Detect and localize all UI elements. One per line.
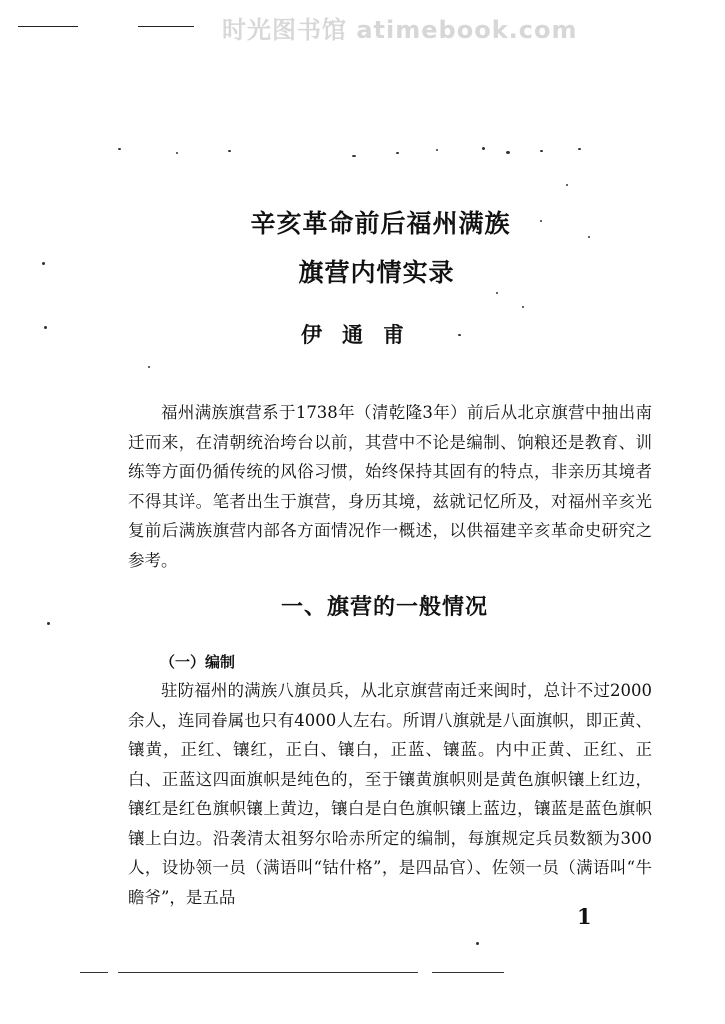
section-heading: 一、旗营的一般情况 (280, 595, 488, 620)
intro-paragraph: 福州满族旗营系于1738年（清乾隆3年）前后从北京旗营中抽出南迁而来，在清朝统治垮台以前，其营中不论是编制、饷粮还是教育、训练等方面仍循传统的风俗习惯，始终保持其固有的特点，非亲历其境者不得其详。笔者出生于旗营，身历其境，兹就记忆所及，对福州辛亥光复前后满族旗营内部各方面情况作一概述，以供福建辛亥革命史研究之参考。 (128, 403, 652, 570)
watermark-text: 时光图书馆 atimebook.com (222, 16, 578, 44)
page-number: 1 (577, 904, 592, 929)
footer-rule (118, 972, 418, 973)
article-title-line-1: 辛亥革命前后福州满族 (250, 209, 511, 238)
intro-section (128, 398, 652, 575)
subsection-heading: （一）编制 (160, 653, 236, 671)
footer-rule (80, 972, 108, 973)
footer-rule (432, 972, 504, 973)
page-header (0, 6, 725, 44)
article-title-line-2: 旗营内情实录 (298, 258, 455, 287)
body-section (128, 676, 652, 912)
body-paragraph: 驻防福州的满族八旗员兵，从北京旗营南迁来闽时，总计不过2000余人，连同眷属也只有4000人左右。所谓八旗就是八面旗帜，即正黄、镶黄，正红、镶红，正白、镶白，正蓝、镶蓝。内中正黄、正红、正白、正蓝这四面旗帜是纯色的，至于镶黄旗帜则是黄色旗帜镶上红边，镶红是红色旗帜镶上黄边，镶白是白色旗帜镶上蓝边，镶蓝是蓝色旗帜镶上白边。沿袭清太祖努尔哈赤所定的编制，每旗规定兵员数额为300人，设协领一员（满语叫“钴什格”，是四品官）、佐领一员（满语叫“牛瞻爷”，是五品 (128, 681, 652, 907)
header-rule-right (138, 26, 194, 27)
header-rule-left (18, 26, 78, 27)
article-author: 伊通甫 (301, 323, 424, 347)
